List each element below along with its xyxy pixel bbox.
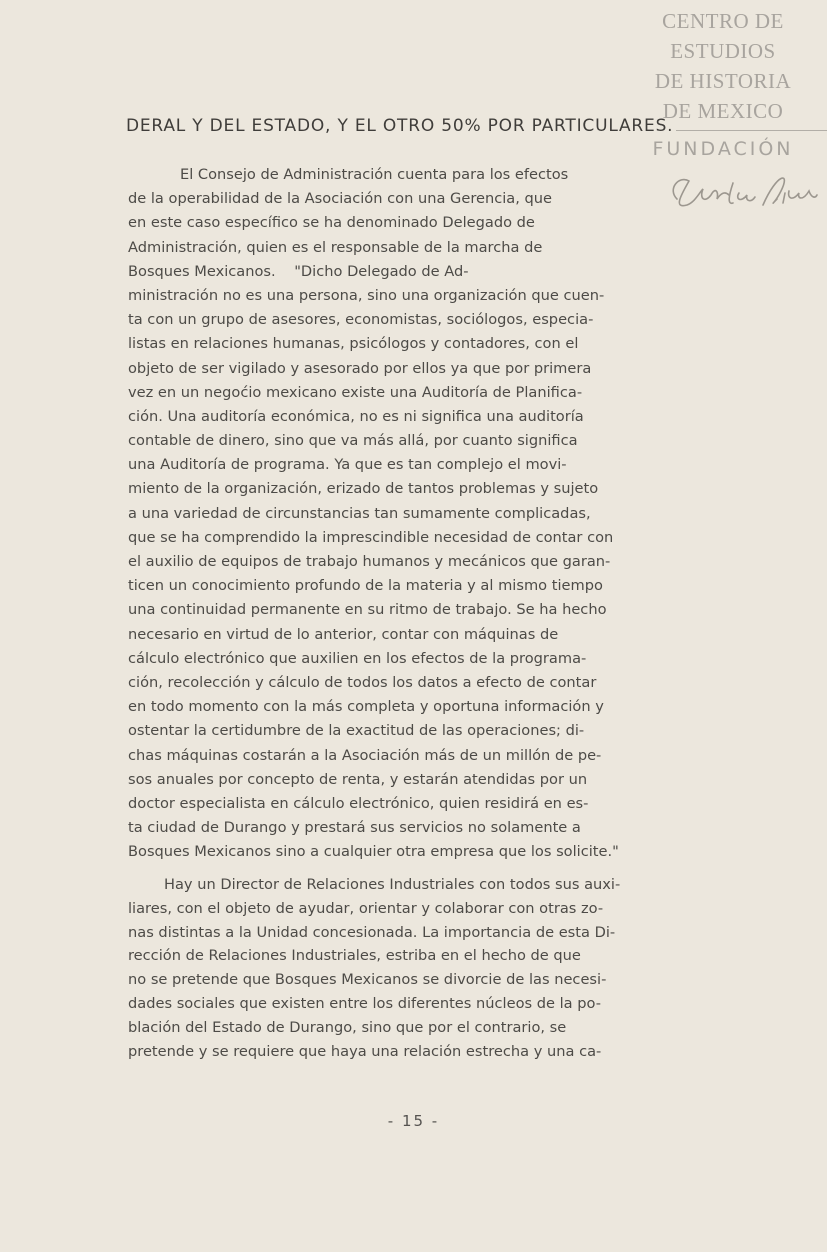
text-line: pretende y se requiere que haya una relación estrecha y una ca- [128,1042,602,1060]
text-line: el auxilio de equipos de trabajo humanos y mecánicos que garan- [128,553,611,570]
text-line: cálculo electrónico que auxilien en los efectos de la programa- [128,649,587,667]
text-line: en este caso específico se ha denominado Delegado de [128,214,535,232]
text-line: ticen un conocimiento profundo de la materia y al mismo tiempo [128,577,603,595]
text-line: que se ha comprendido la imprescindible necesidad de contar con [128,528,614,546]
paragraph-consejo [128,163,723,864]
text-line: listas en relaciones humanas, psicólogos y contadores, con el [128,335,579,353]
text-line: necesario en virtud de lo anterior, contar con máquinas de [128,625,559,643]
watermark-line: DE MEXICO [662,99,784,123]
text-line: blación del Estado de Durango, sino que por el contrario, se [128,1018,567,1036]
text-line: ostentar la certidumbre de la exactitud de las operaciones; di- [128,722,585,740]
text-line: ta con un grupo de asesores, economistas, sociólogos, especia- [128,311,594,329]
text-line: dades sociales que existen entre los diferentes núcleos de la po- [128,994,601,1012]
text-line: vez en un negoćio mexicano existe una Auditoría de Planifica- [128,383,583,401]
text-line: Bosques Mexicanos sino a cualquier otra empresa que los solicite." [128,843,619,861]
text-line: ción, recolección y cálculo de todos los datos a efecto de contar [128,673,597,691]
text-line: liares, con el objeto de ayudar, orientar y colaborar con otras zo- [128,899,604,917]
text-line: una Auditoría de programa. Ya que es tan complejo el movi- [128,456,567,474]
text-line: El Consejo de Administración cuenta para los efectos [180,166,569,183]
text-line: ministración no es una persona, sino una organización que cuen- [128,286,605,304]
text-line: a una variedad de circunstancias tan sumamente complicadas, [128,504,591,522]
paragraph-director [128,873,723,1063]
watermark-fundacion: FUNDACIÓN [652,138,794,160]
watermark-line: ESTUDIOS [670,39,776,63]
text-line: Hay un Director de Relaciones Industriales con todos sus auxi- [164,876,621,893]
text-line: nas distintas a la Unidad concesionada. La importancia de esta Di- [128,923,616,941]
watermark-line: DE HISTORIA [654,69,792,93]
page-number: - 15 - [387,1112,440,1130]
text-line: objeto de ser vigilado y asesorado por ellos ya que por primera [128,359,592,377]
text-line: una continuidad permanente en su ritmo de trabajo. Se ha hecho [128,601,607,619]
heading-rule [676,130,827,131]
watermark-line: CENTRO DE [662,9,784,33]
text-line: de la operabilidad de la Asociación con una Gerencia, que [128,190,553,208]
text-line: ción. Una auditoría económica, no es ni significa una auditoría [128,407,584,425]
text-line: no se pretende que Bosques Mexicanos se divorcie de las necesi- [128,971,607,989]
text-line: miento de la organización, erizado de tantos problemas y sujeto [128,480,599,498]
text-line: sos anuales por concepto de renta, y estarán atendidas por un [128,770,588,788]
text-line: Bosques Mexicanos. "Dicho Delegado de Ad- [128,262,469,280]
text-line: contable de dinero, sino que va más allá, por cuanto significa [128,432,578,450]
archive-watermark [633,6,813,164]
page-heading: DERAL Y DEL ESTADO, Y EL OTRO 50% POR PARTICULARES. [126,116,674,136]
text-line: doctor especialista en cálculo electrónico, quien residirá en es- [128,794,589,812]
text-line: en todo momento con la más completa y oportuna información y [128,698,604,716]
text-line: Administración, quien es el responsable de la marcha de [128,238,543,256]
text-line: rección de Relaciones Industriales, estriba en el hecho de que [128,947,581,965]
text-line: ta ciudad de Durango y prestará sus servicios no solamente a [128,819,581,837]
text-line: chas máquinas costarán a la Asociación más de un millón de pe- [128,746,602,764]
